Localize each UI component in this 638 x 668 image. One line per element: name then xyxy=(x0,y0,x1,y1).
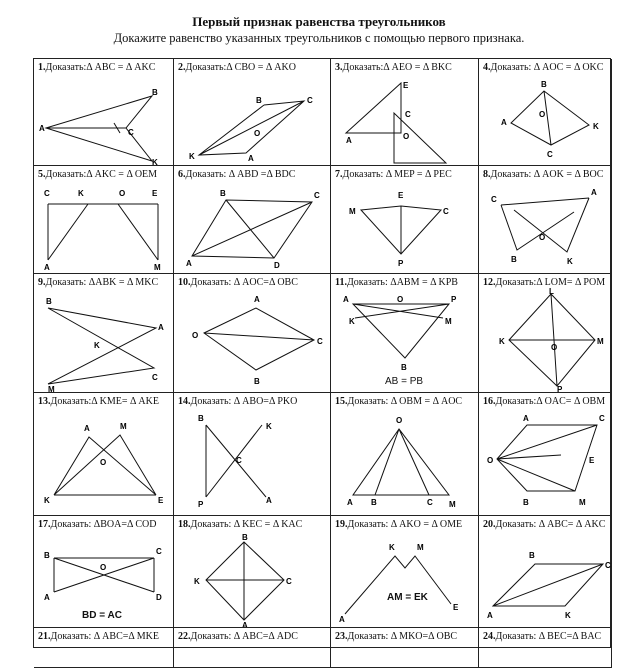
task-card-18 xyxy=(174,516,331,628)
task-caption: 24.Доказать: Δ BEC=Δ BAC xyxy=(483,631,602,642)
task-card-3 xyxy=(331,59,479,166)
task-caption: 23.Доказать: Δ MKO=Δ OBC xyxy=(335,631,458,642)
svg-text:E: E xyxy=(453,603,459,612)
svg-text:D: D xyxy=(156,593,162,602)
task-caption: 7.Доказать: Δ MEP = Δ PEC xyxy=(335,169,452,180)
task-card-17 xyxy=(34,516,174,628)
svg-text:B: B xyxy=(511,255,517,264)
svg-text:D: D xyxy=(274,261,280,270)
figure-task-16 xyxy=(479,407,612,515)
svg-text:K: K xyxy=(266,422,272,431)
figure-task-12 xyxy=(479,288,612,392)
task-caption: 1.Доказать:Δ ABC = Δ AKC xyxy=(38,62,156,73)
figure-task-4 xyxy=(479,73,612,165)
task-card-10 xyxy=(174,274,331,393)
svg-text:K: K xyxy=(194,577,200,586)
task-caption: 6.Доказать: Δ ABD =Δ BDC xyxy=(178,169,296,180)
figure-task-14 xyxy=(174,407,331,515)
svg-text:C: C xyxy=(128,128,134,137)
svg-text:K: K xyxy=(565,611,571,620)
task-caption: 8.Доказать: Δ AOK = Δ BOC xyxy=(483,169,604,180)
svg-text:K: K xyxy=(44,496,50,505)
task-card-20 xyxy=(479,516,612,628)
task-note: BD = AC xyxy=(82,610,122,621)
task-caption: 3.Доказать:Δ AEO = Δ BKC xyxy=(335,62,452,73)
task-caption: 16.Доказать:Δ OAC= Δ OBM xyxy=(483,396,606,407)
svg-text:A: A xyxy=(254,295,260,304)
task-caption: 11.Доказать: ΔABM = Δ KPB xyxy=(335,277,458,288)
task-caption: 15.Доказать: Δ OBM = Δ AOC xyxy=(335,396,463,407)
svg-text:K: K xyxy=(499,337,505,346)
svg-text:O: O xyxy=(254,129,261,138)
svg-text:M: M xyxy=(579,498,586,507)
task-caption: 21.Доказать: Δ ABC=Δ MKE xyxy=(38,631,159,642)
figure-task-9 xyxy=(34,288,174,392)
svg-text:K: K xyxy=(389,543,395,552)
svg-text:C: C xyxy=(599,414,605,423)
task-card-6 xyxy=(174,166,331,274)
svg-text:B: B xyxy=(254,377,260,386)
svg-text:A: A xyxy=(591,188,597,197)
task-card-5 xyxy=(34,166,174,274)
task-card-2 xyxy=(174,59,331,166)
task-caption: 5.Доказать:Δ AKC = Δ OEM xyxy=(38,169,158,180)
task-card-11 xyxy=(331,274,479,393)
svg-text:P: P xyxy=(198,500,204,509)
svg-text:C: C xyxy=(44,189,50,198)
svg-text:C: C xyxy=(605,561,611,570)
svg-text:O: O xyxy=(100,563,107,572)
svg-text:A: A xyxy=(343,295,349,304)
svg-text:P: P xyxy=(398,259,404,268)
svg-text:O: O xyxy=(119,189,126,198)
figure-task-8 xyxy=(479,180,612,273)
task-caption: 9.Доказать: ΔABK = Δ MKC xyxy=(38,277,159,288)
figure-task-13 xyxy=(34,407,174,515)
svg-text:M: M xyxy=(120,422,127,431)
svg-text:A: A xyxy=(266,496,272,505)
task-card-14 xyxy=(174,393,331,516)
svg-text:O: O xyxy=(551,343,558,352)
task-note: AM = EK xyxy=(387,592,428,603)
task-card-13 xyxy=(34,393,174,516)
svg-text:C: C xyxy=(286,577,292,586)
svg-text:M: M xyxy=(48,385,55,392)
task-caption: 20.Доказать: Δ ABC= Δ AKC xyxy=(483,519,606,530)
svg-text:C: C xyxy=(491,195,497,204)
svg-text:K: K xyxy=(94,341,100,350)
figure-task-10 xyxy=(174,288,331,392)
svg-text:O: O xyxy=(403,132,410,141)
task-card-9 xyxy=(34,274,174,393)
figure-task-3 xyxy=(331,73,479,165)
task-caption: 13.Доказать:Δ KME= Δ AKE xyxy=(38,396,159,407)
svg-text:B: B xyxy=(371,498,377,507)
svg-text:O: O xyxy=(487,456,494,465)
svg-text:A: A xyxy=(44,263,50,272)
task-caption: 4.Доказать: Δ AOC = Δ OKC xyxy=(483,62,604,73)
figure-task-20 xyxy=(479,530,612,628)
figure-task-2 xyxy=(174,73,331,165)
task-caption: 19.Доказать: Δ AKO = Δ OME xyxy=(335,519,463,530)
svg-text:B: B xyxy=(46,297,52,306)
page-title: Первый признак равенства треугольников xyxy=(192,14,446,29)
task-card-24 xyxy=(479,628,612,668)
svg-text:E: E xyxy=(403,81,409,90)
svg-text:C: C xyxy=(427,498,433,507)
figure-task-1 xyxy=(34,73,174,165)
task-card-23 xyxy=(331,628,479,668)
svg-text:A: A xyxy=(84,424,90,433)
svg-text:C: C xyxy=(314,191,320,200)
svg-text:M: M xyxy=(349,207,356,216)
svg-text:A: A xyxy=(186,259,192,268)
svg-text:O: O xyxy=(100,458,107,467)
task-card-8 xyxy=(479,166,612,274)
svg-text:E: E xyxy=(589,456,595,465)
task-caption: 22.Доказать: Δ ABC=Δ ADC xyxy=(178,631,298,642)
figure-task-7 xyxy=(331,180,479,273)
figure-task-5 xyxy=(34,180,174,273)
svg-text:K: K xyxy=(189,152,195,161)
svg-text:E: E xyxy=(158,496,164,505)
svg-text:P: P xyxy=(557,385,563,392)
figure-task-18 xyxy=(174,530,331,628)
svg-text:M: M xyxy=(417,543,424,552)
figure-task-17 xyxy=(34,530,174,610)
task-card-22 xyxy=(174,628,331,668)
svg-text:C: C xyxy=(317,337,323,346)
svg-text:B: B xyxy=(529,551,535,560)
page-subtitle: Докажите равенство указанных треугольников с помощью первого признака. xyxy=(113,31,525,45)
svg-text:E: E xyxy=(152,189,158,198)
svg-text:E: E xyxy=(398,191,404,200)
svg-text:C: C xyxy=(547,150,553,159)
task-card-19 xyxy=(331,516,479,628)
svg-text:B: B xyxy=(256,96,262,105)
svg-text:A: A xyxy=(242,621,248,628)
svg-text:A: A xyxy=(158,323,164,332)
task-card-16 xyxy=(479,393,612,516)
svg-text:C: C xyxy=(307,96,313,105)
svg-text:M: M xyxy=(154,263,161,272)
task-caption: 17.Доказать: ΔBOA=Δ COD xyxy=(38,519,157,530)
svg-text:O: O xyxy=(539,233,546,242)
svg-text:K: K xyxy=(593,122,599,131)
svg-text:A: A xyxy=(523,414,529,423)
svg-text:B: B xyxy=(523,498,529,507)
svg-text:O: O xyxy=(539,110,546,119)
task-card-15 xyxy=(331,393,479,516)
task-caption: 14.Доказать: Δ ABO=Δ PKO xyxy=(178,396,298,407)
figure-task-6 xyxy=(174,180,331,273)
svg-text:A: A xyxy=(501,118,507,127)
svg-text:B: B xyxy=(242,533,248,542)
svg-text:C: C xyxy=(405,110,411,119)
task-grid xyxy=(33,58,611,648)
svg-text:B: B xyxy=(152,88,158,97)
task-card-4 xyxy=(479,59,612,166)
svg-text:O: O xyxy=(396,416,403,425)
svg-text:K: K xyxy=(152,158,158,165)
task-card-21 xyxy=(34,628,174,668)
task-caption: 2.Доказать:Δ CBO = Δ AKO xyxy=(178,62,296,73)
svg-text:C: C xyxy=(443,207,449,216)
svg-text:A: A xyxy=(44,593,50,602)
svg-text:A: A xyxy=(487,611,493,620)
task-caption: 12.Доказать:Δ LOM= Δ POM xyxy=(483,277,606,288)
task-card-1 xyxy=(34,59,174,166)
task-card-12 xyxy=(479,274,612,393)
svg-text:M: M xyxy=(597,337,604,346)
figure-task-19 xyxy=(331,530,479,628)
svg-text:M: M xyxy=(445,317,452,326)
task-note: AB = PB xyxy=(385,376,424,387)
svg-text:K: K xyxy=(78,189,84,198)
svg-text:O: O xyxy=(192,331,199,340)
svg-text:B: B xyxy=(541,80,547,89)
svg-text:B: B xyxy=(401,363,407,372)
svg-text:A: A xyxy=(347,498,353,507)
svg-text:C: C xyxy=(152,373,158,382)
svg-text:P: P xyxy=(451,295,457,304)
svg-text:A: A xyxy=(39,124,45,133)
figure-task-15 xyxy=(331,407,479,515)
svg-text:B: B xyxy=(198,414,204,423)
svg-text:O: O xyxy=(397,295,404,304)
task-caption: 10.Доказать: Δ AOC=Δ OBC xyxy=(178,277,298,288)
svg-text:A: A xyxy=(346,136,352,145)
task-card-7 xyxy=(331,166,479,274)
svg-text:B: B xyxy=(220,189,226,198)
task-caption: 18.Доказать: Δ KEC = Δ KAC xyxy=(178,519,303,530)
svg-text:M: M xyxy=(449,500,456,509)
svg-text:B: B xyxy=(44,551,50,560)
svg-text:K: K xyxy=(349,317,355,326)
svg-text:A: A xyxy=(339,615,345,624)
svg-text:C: C xyxy=(236,456,242,465)
svg-text:C: C xyxy=(156,547,162,556)
svg-text:L: L xyxy=(549,288,554,296)
svg-text:A: A xyxy=(248,154,254,163)
svg-text:K: K xyxy=(567,257,573,266)
